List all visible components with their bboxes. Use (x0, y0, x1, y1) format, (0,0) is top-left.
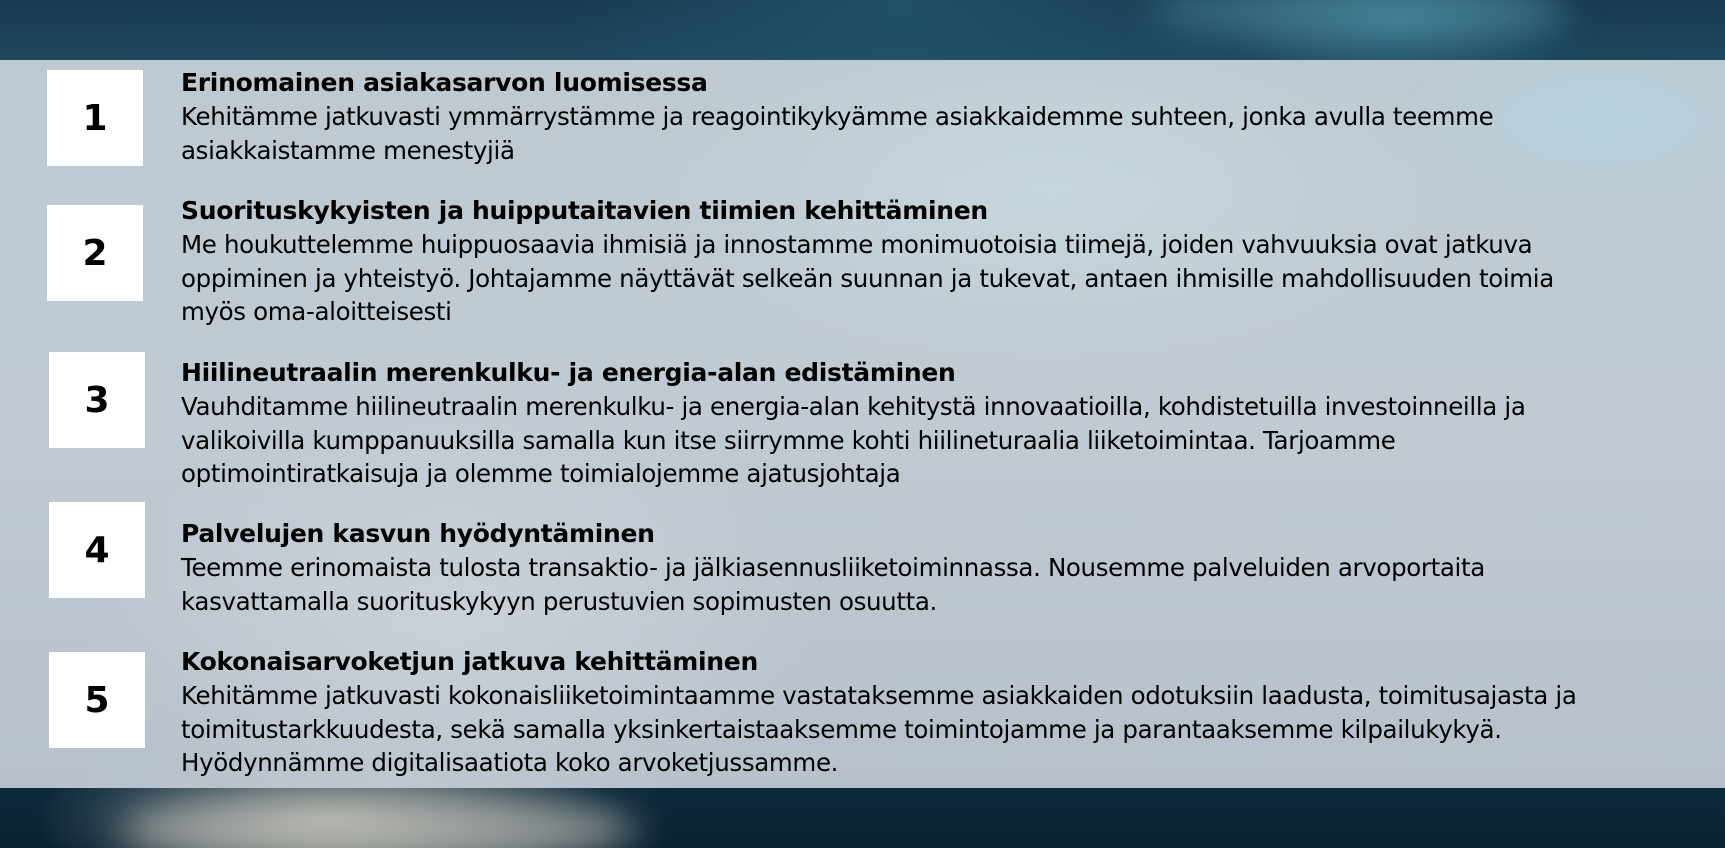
item-text (181, 645, 1721, 780)
item-body: Kehitämme jatkuvasti kokonaisliiketoimintaamme vastataksemme asiakkaiden odotuksiin laadusta, toimitusajasta ja toimitustarkkuudesta, sekä samalla yksinkertaistaaksemme toimintojamme ja parantaaksemme kilpailukykyä. Hyödynnämme digitalisaatiota koko arvoketjussamme. (181, 681, 1577, 778)
number-badge: 1 (47, 70, 143, 166)
item-body: Kehitämme jatkuvasti ymmärrystämme ja reagointikykyämme asiakkaidemme suhteen, jonka avulla teemme asiakkaistamme menestyjiä (181, 102, 1494, 165)
item-heading: Erinomainen asiakasarvon luomisessa (181, 68, 708, 97)
item-text (181, 517, 1721, 618)
item-body: Vauhditamme hiilineutraalin merenkulku- ja energia-alan kehitystä innovaatioilla, kohdistetuilla investoinneilla ja valikoivilla kumppanuuksilla samalla kun itse siirrymme kohti hiilineturaalia liiketoimintaa. Tarjoamme optimointiratkaisuja ja olemme toimialojemme ajatusjohtaja (181, 392, 1526, 489)
content-panel (0, 60, 1725, 788)
number-badge: 4 (49, 502, 145, 598)
item-text (181, 66, 1721, 167)
background-wisp (1150, 0, 1570, 40)
item-body: Teemme erinomaista tulosta transaktio- ja jälkiasennusliiketoiminnassa. Nousemme palveluiden arvoportaita kasvattamalla suorituskykyyn perustuvien sopimusten osuutta. (181, 553, 1485, 616)
number-badge: 2 (47, 205, 143, 301)
item-text (181, 194, 1721, 329)
item-body: Me houkuttelemme huippuosaavia ihmisiä ja innostamme monimuotoisia tiimejä, joiden vahvuuksia ovat jatkuva oppiminen ja yhteistyö. Johtajamme näyttävät selkeän suunnan ja tukevat, antaen ihmisille mahdollisuuden toimia myös oma-aloitteisesti (181, 230, 1554, 327)
item-heading: Hiilineutraalin merenkulku- ja energia-alan edistäminen (181, 358, 956, 387)
number-badge: 5 (49, 652, 145, 748)
item-heading: Suorituskykyisten ja huipputaitavien tiimien kehittäminen (181, 196, 988, 225)
item-text (181, 356, 1721, 491)
item-heading: Palvelujen kasvun hyödyntäminen (181, 519, 655, 548)
background-wisp (120, 795, 640, 848)
item-heading: Kokonaisarvoketjun jatkuva kehittäminen (181, 647, 758, 676)
number-badge: 3 (49, 352, 145, 448)
